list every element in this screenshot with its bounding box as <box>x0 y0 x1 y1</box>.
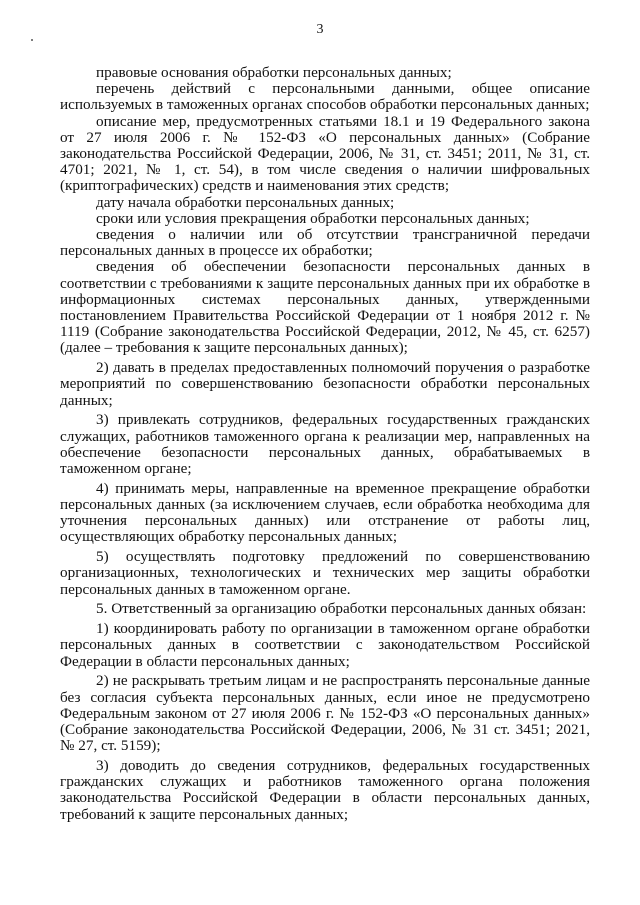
paragraph-item-5: 5) осуществлять подготовку предложений по совершенствованию организационных, технологических и технических мер защиты обработки персональных данных в таможенном органе. <box>60 548 590 598</box>
paragraph-actions-list: перечень действий с персональными данными, общее описание используемых в таможенных органах способов обработки персональных данных; <box>60 80 590 114</box>
paragraph-termination-terms: сроки или условия прекращения обработки персональных данных; <box>96 209 530 227</box>
paragraph-item-4: 4) принимать меры, направленные на временное прекращение обработки персональных данных (за исключением случаев, если обработка необходима для уточнения персональных данных) или отстранение от работы лиц, осуществляющих обработку персональных данных; <box>60 479 590 546</box>
scan-speck <box>31 39 33 41</box>
paragraph-legal-basis: правовые основания обработки персональных данных; <box>96 64 452 81</box>
paragraph-item-3: 3) привлекать сотрудников, федеральных государственных гражданских служащих, работников таможенного органа к реализации мер, направленных на обеспечение безопасности персональных данных, обрабатываемых в таможенном органе; <box>60 411 590 478</box>
paragraph-section-5-heading: 5. Ответственный за организацию обработки персональных данных обязан: <box>96 600 587 618</box>
paragraph-security-info: сведения об обеспечении безопасности персональных данных в соответствии с требованиями к защите персональных данных при их обработке в информационных системах персональных данных, утвержденными постановлением Правительства Российской Федерации от 1 ноября 2012 г. № 1119 (Собрание законодательства Российской Федерации, 2012, № 45, ст. 6257) (далее – требования к защите персональных данных); <box>60 258 590 357</box>
page-number: 3 <box>316 22 324 37</box>
document-body <box>60 65 590 823</box>
paragraph-duty-2: 2) не раскрывать третьим лицам и не распространять персональные данные без согласия субъекта персональных данных, если иное не предусмотрено Федеральным законом от 27 июля 2006 г. № 152-ФЗ «О персональных данных» (Собрание законодательства Российской Федерации, 2006, № 31 ст. 3451; 2021, № 27, ст. 5159); <box>60 672 590 755</box>
paragraph-item-2: 2) давать в пределах предоставленных полномочий поручения о разработке мероприятий по совершенствованию безопасности обработки персональных данных; <box>60 359 590 409</box>
paragraph-duty-1: 1) координировать работу по организации в таможенном органе обработки персональных данных в соответствии с законодательством Российской Федерации в области персональных данных; <box>60 620 590 670</box>
paragraph-cross-border-transfer: сведения о наличии или об отсутствии трансграничной передачи персональных данных в процессе их обработки; <box>60 226 590 260</box>
paragraph-start-date: дату начала обработки персональных данных; <box>96 193 395 211</box>
paragraph-duty-3: 3) доводить до сведения сотрудников, федеральных государственных гражданских служащих и работников таможенного органа положения законодательства Российской Федерации в области персональных данных, требований к защите персональных данных; <box>60 757 590 823</box>
paragraph-measures-description: описание мер, предусмотренных статьями 18.1 и 19 Федерального закона от 27 июля 2006 г. № 152-ФЗ «О персональных данных» (Собрание законодательства Российской Федерации, 2006, № 31, ст. 3451; 2011, № 31, ст. 4701; 2021, № 1, ст. 54), в том числе сведения о наличии шифровальных (криптографических) средств и наименования этих средств; <box>60 112 590 195</box>
